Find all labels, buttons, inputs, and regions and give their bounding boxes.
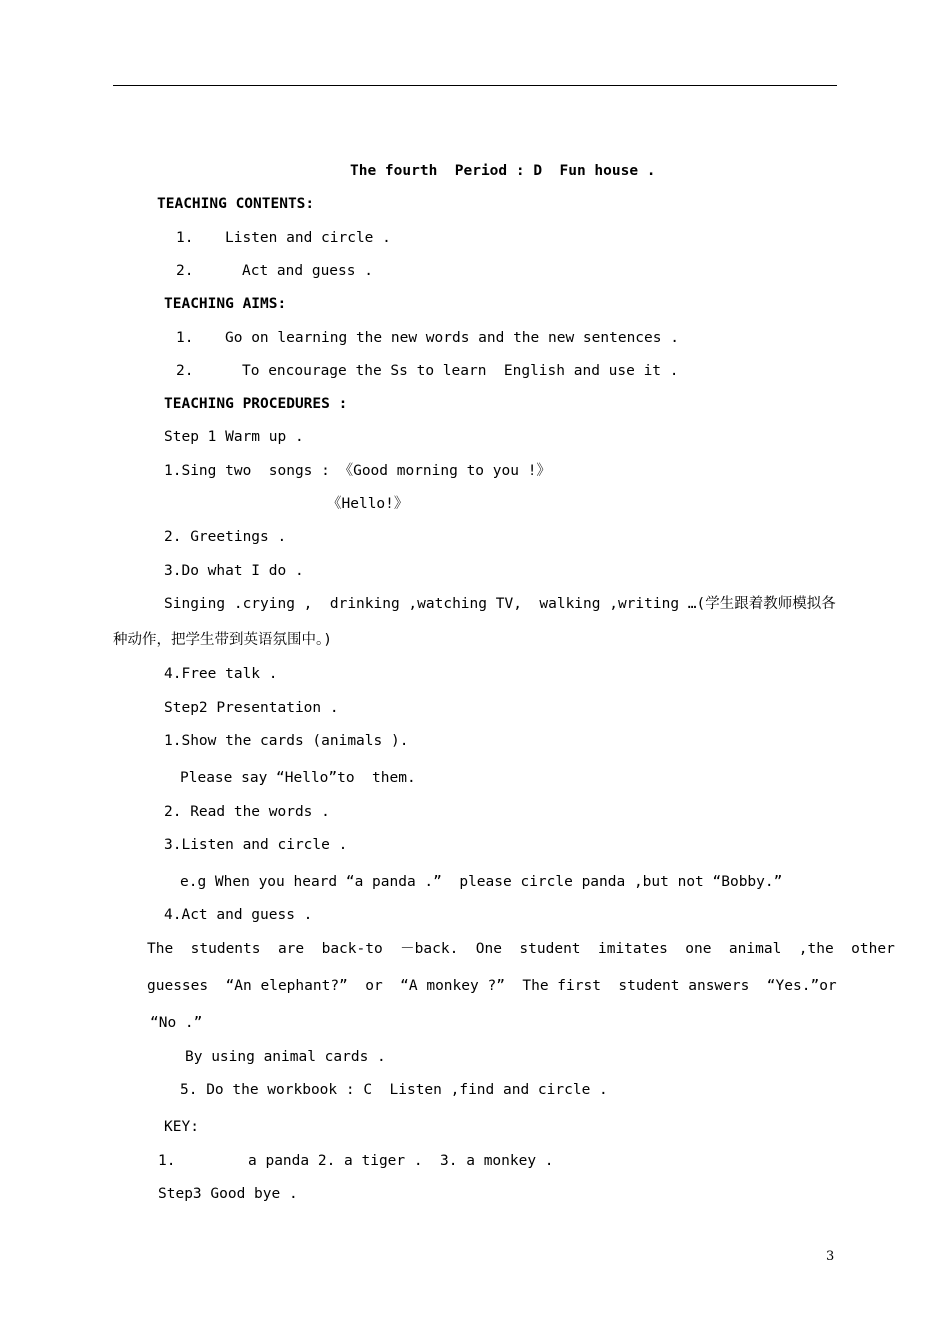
step2-read-words: 2. Read the words . [164,804,330,820]
step2-act-guess: 4.Act and guess . [164,907,313,923]
key-label: KEY: [164,1119,199,1135]
aims-num-1: 1. [176,330,194,346]
step2-workbook: 5. Do the workbook : C Listen ,find and circle . [180,1082,608,1098]
step2-para-line1: The students are back-to －back. One student imitates one animal ,the other [147,941,895,957]
step1-song2: 《Hello!》 [327,496,409,512]
contents-num-1: 1. [176,230,194,246]
aims-num-2: 2. [176,363,194,379]
contents-num-2: 2. [176,263,194,279]
step2-heading: Step2 Presentation . [164,700,339,716]
contents-item-1: Listen and circle . [225,230,391,246]
step2-animal-cards: By using animal cards . [185,1049,386,1065]
key-answers: a panda 2. a tiger . 3. a monkey . [248,1153,554,1169]
step2-show-cards: 1.Show the cards (animals ). [164,733,409,749]
aims-item-2: To encourage the Ss to learn English and use it . [242,363,679,379]
step1-greetings: 2. Greetings . [164,529,287,545]
step1-sing: 1.Sing two songs : 《Good morning to you !》 [164,463,551,479]
aims-heading: TEACHING AIMS: [164,296,287,312]
aims-item-1: Go on learning the new words and the new sentences . [225,330,679,346]
step2-say-hello: Please say “Hello”to them. [180,770,416,786]
page-title: The fourth Period : D Fun house . [350,163,656,179]
step3-heading: Step3 Good bye . [158,1186,298,1202]
step2-listen-circle: 3.Listen and circle . [164,837,348,853]
procedures-heading: TEACHING PROCEDURES : [164,396,348,412]
step1-heading: Step 1 Warm up . [164,429,304,445]
step1-do-what: 3.Do what I do . [164,563,304,579]
step2-example: e.g When you heard “a panda .” please circle panda ,but not “Bobby.” [180,874,783,890]
step1-actions-line2: 种动作，把学生带到英语氛围中。) [113,632,332,648]
contents-heading: TEACHING CONTENTS: [157,196,315,212]
contents-item-2: Act and guess . [242,263,373,279]
key-num: 1. [158,1153,176,1169]
page-number: 3 [826,1249,835,1264]
step1-actions-line1: Singing .crying , drinking ,watching TV, walking ,writing …(学生跟着教师模拟各 [164,596,836,612]
header-rule [113,85,837,86]
step2-para-line2: guesses “An elephant?” or “A monkey ?” The first student answers “Yes.”or [147,978,837,994]
step1-free-talk: 4.Free talk . [164,666,278,682]
step2-para-line3: “No .” [150,1015,203,1031]
